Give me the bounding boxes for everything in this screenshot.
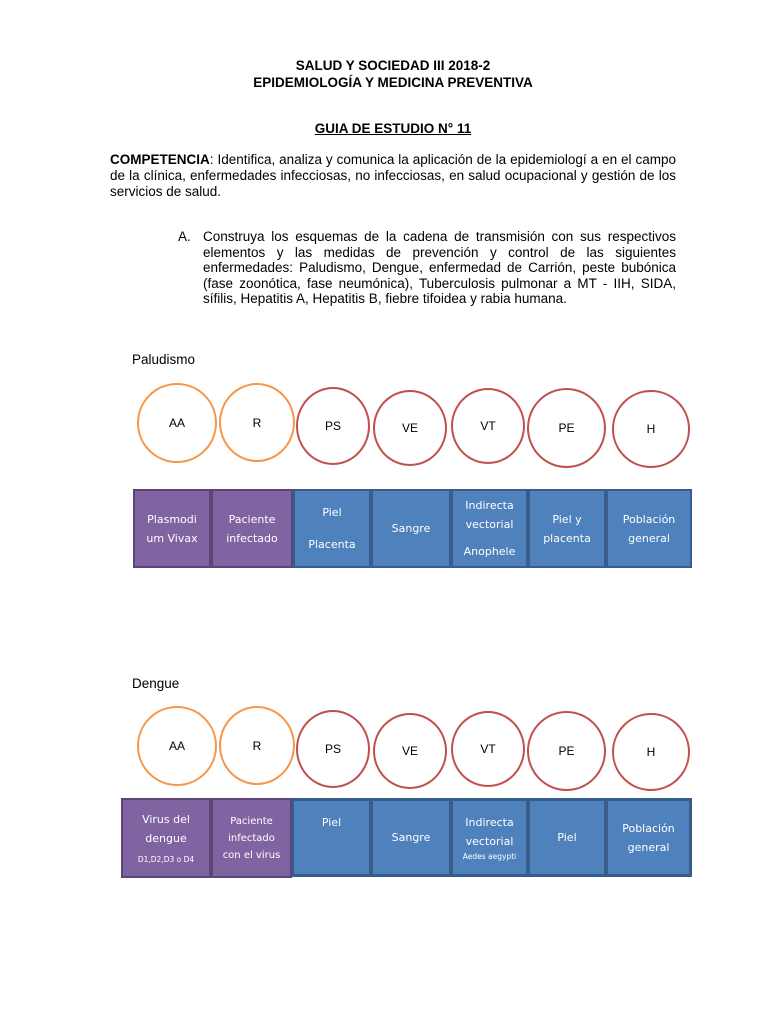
- circle-label: H: [646, 422, 656, 436]
- cell-puerta-salida: [292, 799, 371, 876]
- cell-line: Plasmodi: [147, 512, 197, 526]
- circle-r: [219, 383, 295, 462]
- circle-label: PS: [324, 742, 341, 756]
- cell-line: Paciente: [228, 512, 276, 526]
- cell-reservorio: [211, 798, 292, 878]
- cell-via-transmision: [451, 489, 528, 568]
- cell-huesped: [606, 489, 692, 568]
- circle-vt: [451, 388, 525, 464]
- cell-line: Piel: [557, 831, 577, 844]
- cell-line: infectado: [228, 832, 275, 844]
- circle-label: VT: [480, 419, 496, 433]
- cell-huesped: [606, 799, 691, 876]
- cell-line: Virus del: [142, 813, 190, 826]
- circle-label: VT: [480, 742, 496, 756]
- circle-label: PE: [558, 744, 575, 758]
- cell-line: infectado: [226, 531, 278, 545]
- cell-line: Piel: [322, 506, 342, 520]
- competencia-paragraph: [110, 152, 676, 200]
- circle-label: VE: [401, 744, 418, 758]
- section-title-paludismo: Paludismo: [132, 352, 196, 367]
- cell-line: vectorial: [465, 834, 514, 848]
- cell-line: vectorial: [465, 518, 514, 531]
- circle-ps: [296, 387, 370, 465]
- circle-label: R: [252, 738, 262, 753]
- cell-line: general: [627, 840, 670, 854]
- cell-line: Placenta: [308, 537, 356, 551]
- section-title-dengue: Dengue: [132, 676, 180, 691]
- course-subtitle: EPIDEMIOLOGÍA Y MEDICINA PREVENTIVA: [253, 75, 533, 90]
- cell-line: D1,D2,D3 o D4: [137, 855, 195, 864]
- cell-line: Piel: [321, 816, 342, 829]
- circle-label: PE: [558, 421, 575, 435]
- item-letter: A.: [178, 229, 191, 244]
- circle-r: [219, 706, 295, 785]
- guide-title: GUIA DE ESTUDIO N° 11: [314, 121, 472, 136]
- cell-via-eliminacion: [371, 489, 451, 568]
- cell-line: placenta: [543, 531, 591, 545]
- cell-line: Indirecta: [465, 815, 514, 829]
- cell-line: Sangre: [391, 831, 431, 844]
- circle-label: R: [252, 415, 262, 430]
- circle-ps: [296, 710, 370, 788]
- cell-reservorio: [211, 489, 293, 568]
- cell-puerta-entrada: [528, 799, 606, 876]
- cell-line: con el virus: [222, 849, 281, 861]
- circle-aa: [137, 706, 217, 786]
- circle-label: AA: [168, 739, 185, 753]
- competencia-text: : Identifica, analiza y comunica la aplicación de la epidemiologí a en el campo de la clínica, enfermedades infecciosas, no infecciosas, en salud ocupacional y gestión de los servicios de salud.: [110, 152, 676, 199]
- circle-ve: [373, 713, 447, 789]
- circle-label: AA: [168, 416, 185, 430]
- circle-h: [612, 390, 690, 468]
- cell-line: Piel y: [552, 512, 582, 526]
- cell-line: dengue: [145, 832, 187, 845]
- cell-line: Sangre: [391, 522, 431, 535]
- cell-agente: [121, 798, 211, 878]
- item-text: Construya los esquemas de la cadena de transmisión con sus respectivos elementos y las medidas de prevención y control de las siguientes enfermedades: Paludismo, Dengue, enfermedad de Carrión, peste bubónica (fase zoonótica, fase neumónica), Tuberculosis pulmonar a MT - IIH, SIDA, sífilis, Hepatitis A, Hepatitis B, fiebre tifoidea y rabia humana.: [203, 229, 676, 306]
- circle-aa: [137, 383, 217, 463]
- cell-line: Anophele: [463, 545, 516, 558]
- cell-via-eliminacion: [371, 799, 451, 876]
- cell-line: Población: [622, 821, 675, 835]
- cell-line: Paciente: [230, 815, 273, 827]
- circle-h: [612, 713, 690, 791]
- cell-via-transmision: [451, 799, 528, 876]
- circle-pe: [527, 388, 606, 468]
- circle-ve: [373, 390, 447, 466]
- instruction-item-a: [178, 229, 676, 307]
- cell-agente: [133, 489, 211, 568]
- cell-puerta-entrada: [528, 489, 606, 568]
- cell-line: general: [628, 531, 670, 545]
- cell-puerta-salida: [293, 489, 371, 568]
- circle-label: VE: [401, 421, 418, 435]
- circle-pe: [527, 711, 606, 791]
- competencia-label: COMPETENCIA: [110, 152, 210, 167]
- cell-line: Población: [622, 512, 676, 526]
- circle-label: PS: [324, 419, 341, 433]
- circle-vt: [451, 711, 525, 787]
- circle-label: H: [646, 745, 656, 759]
- cell-line: um Vivax: [146, 531, 198, 545]
- cell-line: Aedes aegypti: [462, 851, 517, 861]
- cell-line: Indirecta: [465, 499, 514, 512]
- course-title: SALUD Y SOCIEDAD III 2018-2: [295, 58, 491, 73]
